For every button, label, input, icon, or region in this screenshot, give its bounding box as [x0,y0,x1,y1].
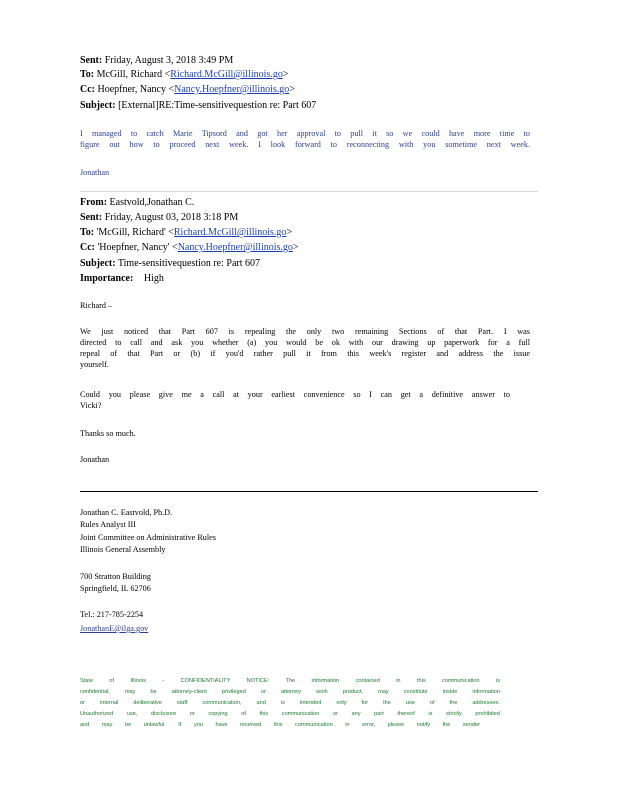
signature-org-2: Illinois General Assembly [80,545,166,554]
orig-para1-line: repeal of that Part or (b) if you'd rather pull it from this week's register and address the issue [80,349,530,358]
notice-line: and may be unlawful. If you have received this communication in error, please notify the sender [80,722,480,728]
orig-to-close: > [286,227,293,238]
orig-thanks: Thanks so much. [80,429,136,438]
notice-line: confidential, may be attorney-client privileged or attorney work product, may constitute inside information [80,689,500,695]
orig-para1-line: We just noticed that Part 607 is repealing the only two remaining Sections of that Part. I was [80,327,530,336]
reply-to-name: McGill, Richard < [96,69,171,80]
notice-line: State of Illinois - CONFIDENTIALITY NOTICE: The information contained in this communication is [80,678,500,684]
orig-importance-value: High [143,273,164,284]
reply-cc-name: Hoepfner, Nancy < [97,84,175,95]
orig-to-name: 'McGill, Richard' < [96,227,174,238]
orig-from-value: Eastvold,Jonathan C. [109,197,195,208]
orig-subject-row [80,257,260,271]
orig-to-label: To: [80,227,95,238]
signature-email-wrap [80,623,172,634]
signature-name: Jonathan C. Eastvold, Ph.D. [80,508,173,517]
orig-importance-row [80,272,164,286]
reply-to-close: > [282,69,289,80]
orig-from-label: From: [80,197,108,208]
notice-line: or internal deliberative staff communication, and is intended only for the use of the addressee. [80,700,500,706]
orig-importance-label: Importance: [80,273,134,284]
reply-to-email-link[interactable]: Richard.McGill@illinois.go [170,69,283,80]
reply-subject-label: Subject: [80,100,116,111]
orig-paragraph-2 [80,389,510,411]
signature-phone: Tel.: 217-785-2254 [80,610,144,619]
orig-signoff: Jonathan [80,455,110,464]
orig-sent-value: Friday, August 03, 2018 3:18 PM [104,212,239,223]
orig-from-row [80,196,194,210]
reply-to-row [80,68,288,82]
orig-para2-line: Could you please give me a call at your earliest convenience so I can get a definitive answer to [80,390,510,399]
divider [80,191,538,192]
orig-para1-line: directed to call and ask you whether (a) you would be ok with our drawing up paperwork for a full [80,338,530,347]
reply-cc-close: > [289,84,295,95]
orig-cc-email-link[interactable]: Nancy.Hoepfner@illinois.go [177,242,293,253]
reply-signoff: Jonathan [80,168,110,177]
confidentiality-notice [80,676,500,731]
reply-sent-value: Friday, August 3, 2018 3:49 PM [104,55,234,66]
signature-address-1: 700 Stratton Building [80,572,151,581]
reply-sent-label: Sent: [80,55,103,66]
reply-body [80,128,530,150]
signature-email-link[interactable]: JonathanE@ilga.gov [80,624,149,633]
orig-subject-value: Time-sensitivequestion re: Part 607 [117,258,261,269]
reply-subject-value: [External]RE:Time-sensitivequestion re: Part 607 [118,100,317,111]
reply-body-line: figure out how to proceed next week. I look forward to reconnecting with you sometime next week. [80,140,530,149]
orig-para2-line: Vicki? [80,401,102,410]
reply-to-label: To: [80,69,95,80]
reply-cc-email-link[interactable]: Nancy.Hoepfner@illinois.go [174,84,290,95]
orig-greeting: Richard – [80,301,113,310]
orig-sent-label: Sent: [80,212,103,223]
reply-cc-row [80,83,295,97]
orig-cc-name: 'Hoepfner, Nancy' < [97,242,178,253]
reply-subject-row [80,99,316,113]
signature-title: Rules Analyst III [80,520,136,529]
orig-to-row [80,226,292,240]
signature-org-1: Joint Committee on Administrative Rules [80,533,216,542]
signature-address-2: Springfield, IL 62706 [80,584,151,593]
orig-cc-close: > [292,242,299,253]
reply-sent-row [80,54,233,68]
notice-line: Unauthorized use, disclosure or copying of this communication or any part thereof is strictly prohibited [80,711,500,717]
reply-body-line: I managed to catch Marie Tipsord and got her approval to pull it so we could have more time to [80,129,530,138]
signature-divider [80,491,538,492]
orig-cc-row [80,241,299,255]
orig-sent-row [80,211,238,225]
orig-subject-label: Subject: [80,258,116,269]
orig-para1-line: yourself. [80,360,109,369]
reply-cc-label: Cc: [80,84,95,95]
orig-paragraph-1 [80,326,530,370]
orig-to-email-link[interactable]: Richard.McGill@illinois.go [173,227,287,238]
orig-cc-label: Cc: [80,242,95,253]
